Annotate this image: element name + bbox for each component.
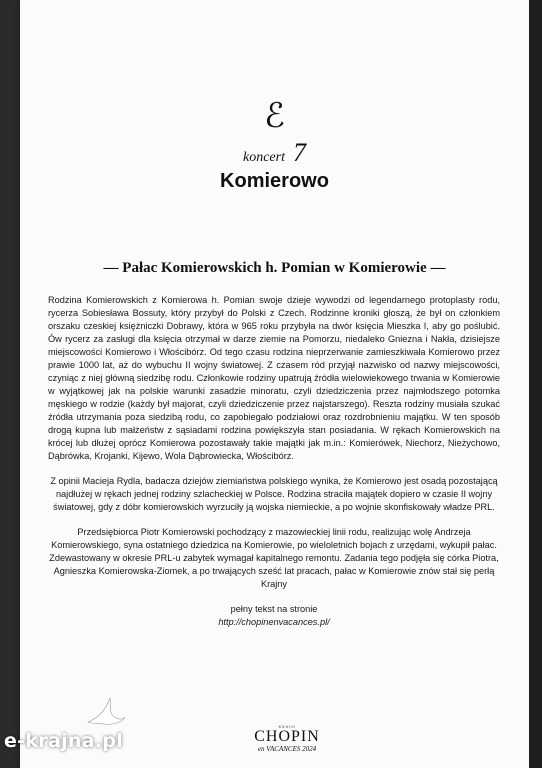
concert-number: 7 — [292, 138, 306, 167]
document-page — [20, 0, 529, 768]
watermark-text: e-krajna.pl — [4, 730, 124, 752]
ornament-icon: ℰ — [264, 96, 285, 136]
page-title: Komierowo — [220, 170, 329, 192]
chopin-festival-logo — [232, 724, 342, 754]
body-text — [48, 294, 500, 629]
paragraph-history: Rodzina Komierowskich z Komierowa h. Pomian swoje dzieje wywodzi od legendarnego protoplasty rodu, rycerza Sobiesława Bossuty, który przybył do Polski z Czech. Rodzinne kroniki głoszą, że był on członkiem orszaku czeskiej księżniczki Dobrawy, która w 965 roku przybyła na dwór księcia Mieszka I, aby go poślubić. Ów rycerz za zasługi dla księcia otrzymał w darze ziemie na Pomorzu, niedaleko Gniezna i Nakła, dzisiejsze miejscowości Komierowo i Włościbórz. Od tego czasu rodzina nieprzerwanie zamieszkiwała Komierowo przez prawie 1000 lat, aż do wybuchu II wojny światowej. Z czasem ród przyjął nazwisko od nazwy miejscowości, czyniąc z niej główną siedzibę rodu. Członkowie rodziny upatrują źródła wielowiekowego trwania w Komierowie w wyjątkowej jak na polskie warunki zasadzie minoratu, czyli dziedziczenia przez najmłodszego potomka męskiego w rodzie (każdy był majorat, czyli dziedziczenie przez najstarszego). Reszta rodziny musiała szukać źródła utrzymania poza siedzibą rodu, co zapobiegało podziałowi oraz rozdrobnieniu majątku. W ten sposób drogą kupna lub małżeństw z sąsiadami rodzina powiększyła stan posiadania. W rękach Komierowskich na krócej lub dłużej oprócz Komierowa pozostawały takie majątki jak m.in.: Komierówek, Niechorz, Nieżychowo, Dąbrówka, Krojanki, Kijewo, Wola Dąbrowiecka, Włościbórz. — [48, 295, 500, 461]
website-link[interactable]: http://chopinenvacances.pl/ — [218, 617, 330, 627]
paragraph-opinion: Z opinii Macieja Rydla, badacza dziejów ziemiaństwa polskiego wynika, że Komierowo jest osadą pozostającą najdłużej w rękach jednej rodziny szlacheckiej w Polsce. Rodzina straciła majątek dopiero w czasie II wojny światowej, gdy z dóbr komierowskich wyrzuciły ją wojska niemieckie, a po wojnie skonfiskowały władze PRL. — [50, 476, 498, 512]
bird-logo-icon — [86, 692, 126, 728]
logo-name: CHOPIN — [254, 728, 320, 745]
logo-subtitle: en VACANCES 2024 — [257, 745, 317, 753]
link-label: pełny tekst na stronie — [230, 604, 318, 614]
background-edge — [529, 0, 542, 768]
concert-word: koncert — [243, 150, 285, 165]
logo-edition: XXVIII — [278, 724, 296, 729]
concert-label — [20, 138, 529, 168]
paragraph-restoration: Przedsiębiorca Piotr Komierowski pochodzący z mazowieckiej linii rodu, realizując wolę Andrzeja Komierowskiego, syna ostatniego dziedzica na Komierowie, po wieloletnich bojach z urzędami, wykupił pałac. Zdewastowany w okresie PRL-u zabytek wymagał kapitalnego remontu. Zadania tego podjęła się córka Piotra, Agnieszka Komierowska-Ziomek, a po trwających sześć lat pracach, pałac w Komierowie znów stał się perłą Krajny — [49, 527, 499, 589]
section-subtitle: — Pałac Komierowskich h. Pomian w Komierowie — — [103, 260, 446, 276]
